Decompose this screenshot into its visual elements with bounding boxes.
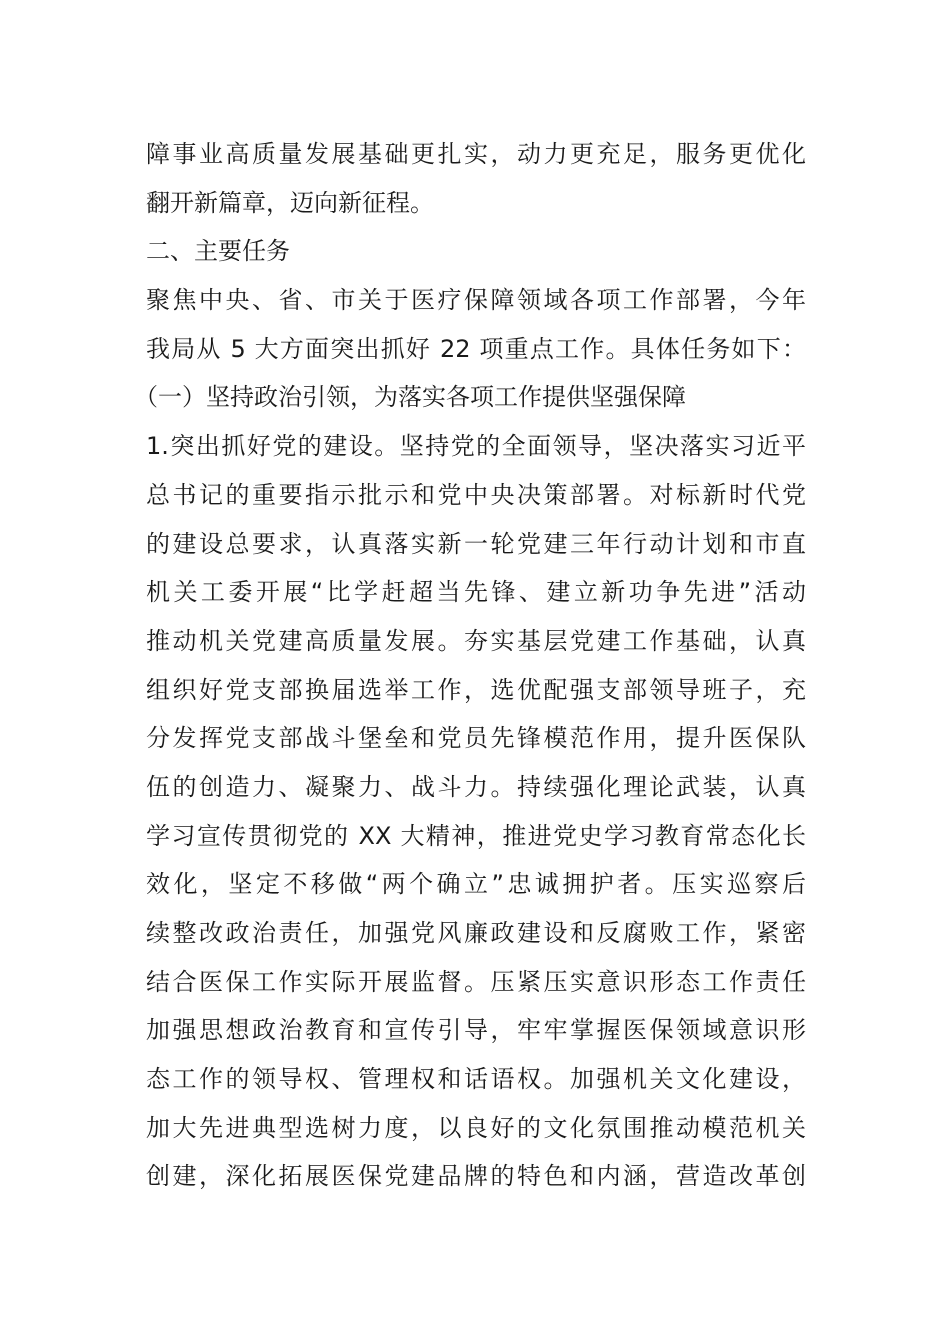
document-body <box>134 130 806 1201</box>
subsection-heading: （一）坚持政治引领，为落实各项工作提供坚强保障 <box>134 383 686 412</box>
text-line: 效化，坚定不移做“两个确立”忠诚拥护者。压实巡察后 <box>146 870 806 899</box>
text-line: 组织好党支部换届选举工作，选优配强支部领导班子，充 <box>146 675 806 704</box>
text-line: 的建设总要求，认真落实新一轮党建三年行动计划和市直 <box>146 529 806 558</box>
text-line: 加强思想政治教育和宣传引导，牢牢掌握医保领域意识形 <box>146 1016 806 1045</box>
text-line: 态工作的领导权、管理权和话语权。加强机关文化建设， <box>146 1065 806 1094</box>
text-line: 1.突出抓好党的建设。坚持党的全面领导，坚决落实习近平 <box>146 432 806 461</box>
text-line: 障事业高质量发展基础更扎实，动力更充足，服务更优化 <box>146 140 806 168</box>
text-line: 机关工委开展“比学赶超当先锋、建立新功争先进”活动 <box>146 578 806 607</box>
text-line: 推动机关党建高质量发展。夯实基层党建工作基础，认真 <box>146 626 806 655</box>
text-line: 加大先进典型选树力度，以良好的文化氛围推动模范机关 <box>146 1113 806 1142</box>
text-line: 结合医保工作实际开展监督。压紧压实意识形态工作责任 <box>146 967 806 996</box>
section-heading: 二、主要任务 <box>146 237 290 266</box>
text-line: 翻开新篇章，迈向新征程。 <box>146 188 434 217</box>
text-line: 分发挥党支部战斗堡垒和党员先锋模范作用，提升医保队 <box>146 724 806 753</box>
text-line: 续整改政治责任，加强党风廉政建设和反腐败工作，紧密 <box>146 919 806 947</box>
text-line: 总书记的重要指示批示和党中央决策部署。对标新时代党 <box>146 480 806 509</box>
text-line: 聚焦中央、省、市关于医疗保障领域各项工作部署，今年 <box>146 286 806 315</box>
text-line: 学习宣传贯彻党的 XX 大精神，推进党史学习教育常态化长 <box>146 821 806 850</box>
text-line: 创建，深化拓展医保党建品牌的特色和内涵，营造改革创 <box>146 1162 806 1191</box>
text-line: 伍的创造力、凝聚力、战斗力。持续强化理论武装，认真 <box>146 772 806 801</box>
text-line: 我局从 5 大方面突出抓好 22 项重点工作。具体任务如下： <box>146 334 806 363</box>
